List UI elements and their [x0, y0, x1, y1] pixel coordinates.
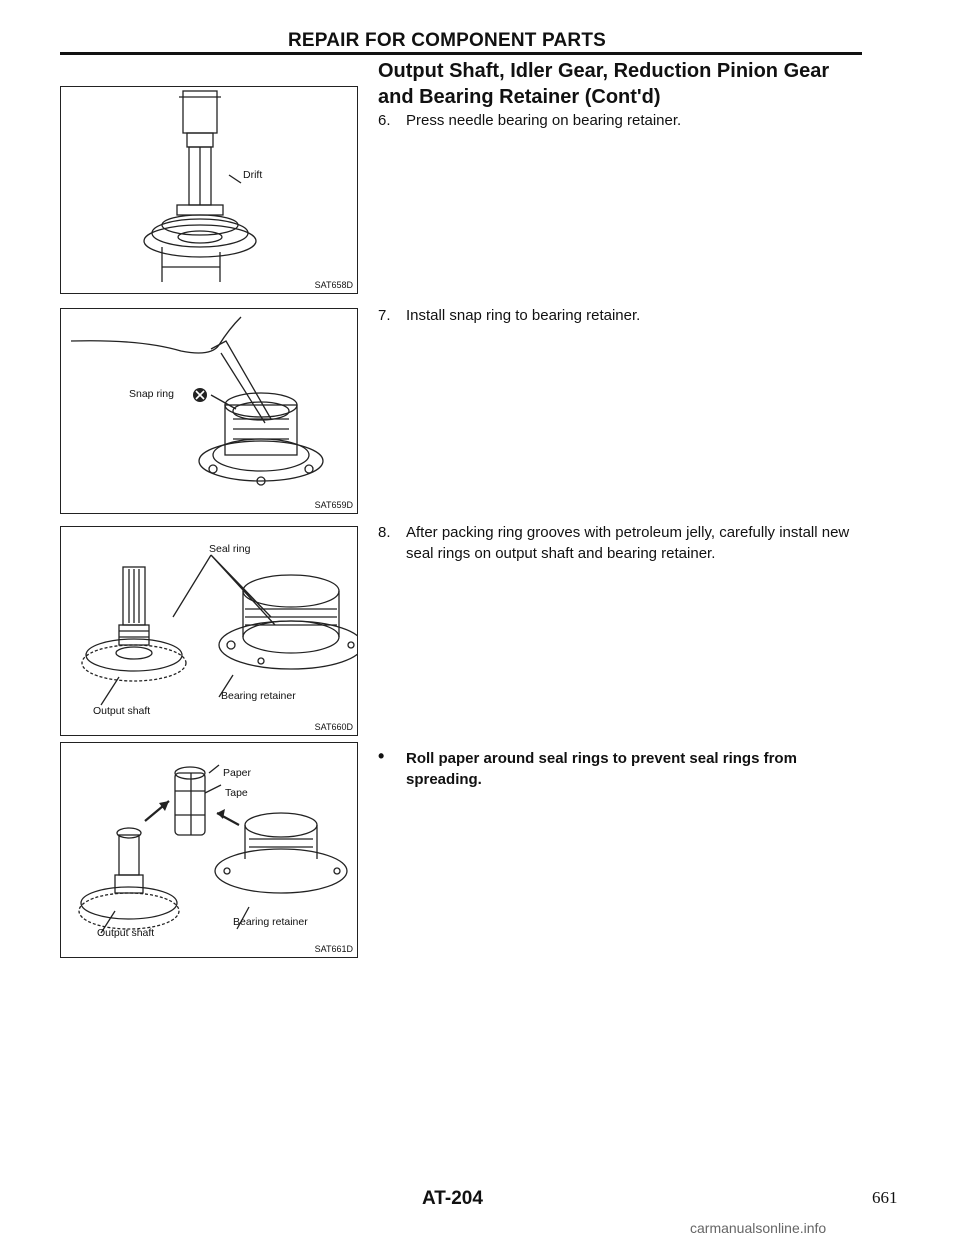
step-number: 6.: [378, 112, 391, 129]
step-text: Press needle bearing on bearing retainer.: [406, 112, 682, 129]
step-text: Roll paper around seal rings to prevent seal rings from spreading.: [406, 750, 797, 788]
title-line-1: Output Shaft, Idler Gear, Reduction Pinion Gear: [378, 60, 830, 82]
bullet-icon: •: [378, 746, 385, 766]
figure-drift: [60, 86, 358, 294]
page-title: [378, 58, 878, 110]
label-drift: Drift: [243, 169, 263, 181]
header-rule: [60, 52, 862, 55]
step-number: 8.: [378, 524, 391, 541]
paper-tape-illustration: [61, 743, 357, 957]
step-number: 7.: [378, 307, 391, 324]
label-tape: Tape: [225, 787, 248, 799]
title-line-2: and Bearing Retainer (Cont'd): [378, 86, 661, 108]
label-bearing-retainer: Bearing retainer: [221, 690, 296, 702]
page-number: 661: [872, 1188, 898, 1207]
figure-code: SAT660D: [314, 722, 353, 732]
page-code: AT-204: [422, 1188, 483, 1209]
seal-ring-illustration: [61, 527, 357, 735]
figure-code: SAT658D: [314, 280, 353, 290]
drift-illustration: [61, 87, 357, 293]
label-snap-ring: Snap ring: [129, 388, 174, 400]
step-text: Install snap ring to bearing retainer.: [406, 307, 641, 324]
figure-code: SAT659D: [314, 500, 353, 510]
section-header: REPAIR FOR COMPONENT PARTS: [288, 30, 607, 51]
figure-snap-ring: [60, 308, 358, 514]
label-bearing-retainer: Bearing retainer: [233, 916, 308, 928]
figure-code: SAT661D: [314, 944, 353, 954]
label-output-shaft: Output shaft: [93, 705, 151, 717]
label-paper: Paper: [223, 767, 252, 779]
figure-seal-ring: [60, 526, 358, 736]
step-text: After packing ring grooves with petroleum jelly, carefully install new seal rings on output shaft and bearing retainer.: [406, 524, 850, 562]
snap-ring-illustration: [61, 309, 357, 513]
figure-paper-tape: [60, 742, 358, 958]
label-output-shaft: Output shaft: [97, 927, 155, 939]
label-seal-ring: Seal ring: [209, 543, 251, 555]
watermark: carmanualsonline.info: [690, 1220, 827, 1236]
